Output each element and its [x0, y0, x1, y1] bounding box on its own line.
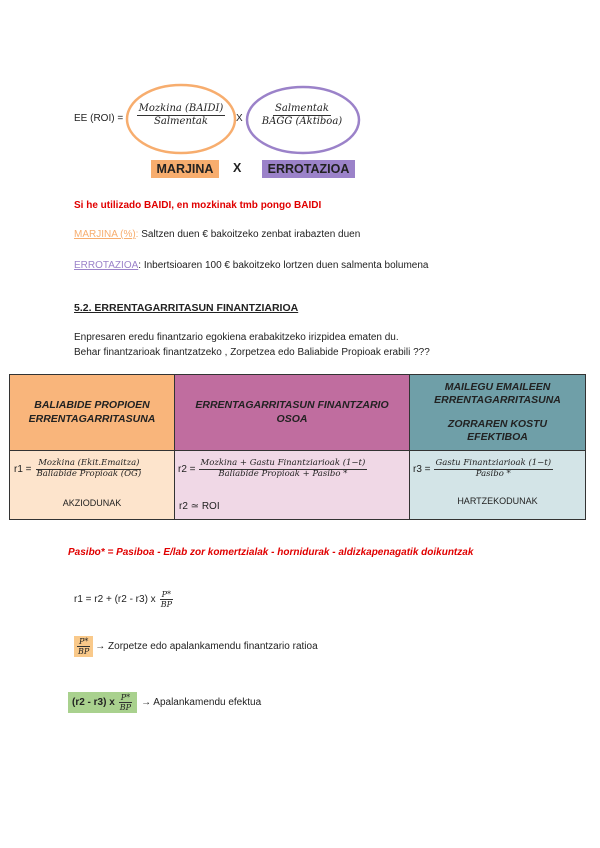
header-lenders-line4: EFEKTIBOA — [467, 430, 528, 443]
eq3-fraction — [118, 693, 133, 712]
eq2-den: BP — [78, 647, 90, 657]
marjina-colon: : — [135, 229, 139, 240]
r3-num: Gastu Finantziarioak (1−t) — [435, 458, 552, 468]
r2-label: r2 = — [178, 463, 196, 475]
r1-fraction — [35, 459, 144, 480]
r3-den: Pasibo * — [475, 468, 511, 479]
eq2-num: P* — [78, 637, 89, 646]
times-label: X — [233, 161, 242, 175]
errotazioa-text: Inbertsioaren 100 € bakoitzeko lortzen duen salmenta bolumena — [141, 260, 429, 271]
errotazioa-badge: ERROTAZIOA — [262, 160, 355, 178]
header-lenders — [410, 375, 586, 451]
header-total-financial — [175, 375, 410, 451]
header-total-financial-line1: ERRENTAGARRITASUN FINANTZARIO — [195, 399, 389, 412]
header-own-resources — [10, 375, 175, 451]
roi-label: EE (ROI) = — [74, 113, 124, 124]
roi-frac1-num: Mozkina (BAIDI) — [138, 103, 224, 114]
paragraph-2: Behar finantzarioak finantzatzeko , Zorpetzea edo Baliabide Propioak erabili ??? — [74, 347, 430, 358]
header-lenders-line2: ERRENTAGARRITASUNA — [434, 394, 561, 407]
eq2-fraction — [74, 636, 93, 657]
cell-r2 — [175, 451, 410, 520]
eq3-box — [68, 692, 137, 713]
header-total-financial-line2: OSOA — [276, 412, 308, 425]
eq1-den: BP — [160, 600, 172, 610]
debt-ratio-row — [74, 636, 318, 657]
marjina-term: MARJINA (%) — [74, 229, 136, 240]
leverage-effect-row — [68, 692, 261, 713]
header-own-resources-line1: BALIABIDE PROPIOEN — [34, 399, 150, 412]
header-lenders-line1: MAILEGU EMAILEEN — [444, 381, 551, 394]
section-title: 5.2. ERRENTAGARRITASUN FINANTZIARIOA — [74, 302, 299, 314]
profitability-table — [9, 374, 586, 520]
leverage-equation — [74, 590, 174, 609]
header-own-resources-line2: ERRENTAGARRITASUNA — [28, 412, 156, 425]
r1-note: AKZIODUNAK — [62, 498, 122, 508]
eq1-lhs: r1 = r2 + (r2 - r3) x — [74, 594, 156, 606]
r2-fraction — [199, 459, 368, 480]
roi-fraction-margin — [130, 103, 232, 127]
roi-fraction-rotation — [250, 103, 354, 127]
eq1-fraction — [159, 590, 174, 609]
pasibo-definition: Pasibo* = Pasiboa - E/lab zor komertzialak - hornidurak - aldizkapenagatik doikuntzak — [68, 547, 474, 558]
roi-frac1-den: Salmentak — [154, 115, 208, 127]
r1-den: Baliabide Propioak (OG) — [36, 468, 142, 479]
eq1-num: P* — [161, 590, 172, 599]
r2-num: Mozkina + Gastu Finantziarioak (1−t) — [200, 458, 366, 468]
eq3-num: P* — [120, 693, 131, 702]
eq3-lhs: (r2 - r3) x — [72, 697, 115, 709]
roi-frac2-num: Salmentak — [275, 103, 329, 114]
paragraph-1: Enpresaren eredu finantzario egokiena erabakitzeko irizpidea ematen du. — [74, 332, 399, 343]
marjina-badge: MARJINA — [151, 160, 219, 178]
cell-r3 — [410, 451, 586, 520]
header-lenders-line3: ZORRAREN KOSTU — [447, 417, 548, 430]
r3-fraction — [434, 459, 554, 480]
errotazioa-term: ERROTAZIOA — [74, 260, 139, 271]
eq2-text: → Zorpetze edo apalankamendu finantzario ratioa — [95, 641, 318, 653]
roi-times: X — [236, 113, 243, 124]
r2-den: Baliabide Propioak + Pasibo * — [218, 468, 348, 479]
errotazioa-definition — [74, 260, 428, 271]
eq3-den: BP — [119, 703, 132, 713]
r1-num: Mozkina (Ekit.Emaitza) — [38, 458, 140, 468]
baidi-note: Si he utilizado BAIDI, en mozkinak tmb pongo BAIDI — [74, 200, 322, 211]
errotazioa-colon: : — [138, 260, 142, 271]
eq3-text: → Apalankamendu efektua — [141, 697, 262, 709]
r1-label: r1 = — [14, 463, 32, 475]
roi-frac2-den: BAGG (Aktiboa) — [261, 115, 343, 127]
marjina-definition — [74, 229, 360, 240]
cell-r1 — [10, 451, 175, 520]
r3-note: HARTZEKODUNAK — [457, 496, 538, 506]
r3-label: r3 = — [413, 463, 431, 475]
marjina-text: Saltzen duen € bakoitzeko zenbat irabazten duen — [138, 229, 361, 240]
r2-note: r2 ≃ ROI — [179, 501, 220, 512]
